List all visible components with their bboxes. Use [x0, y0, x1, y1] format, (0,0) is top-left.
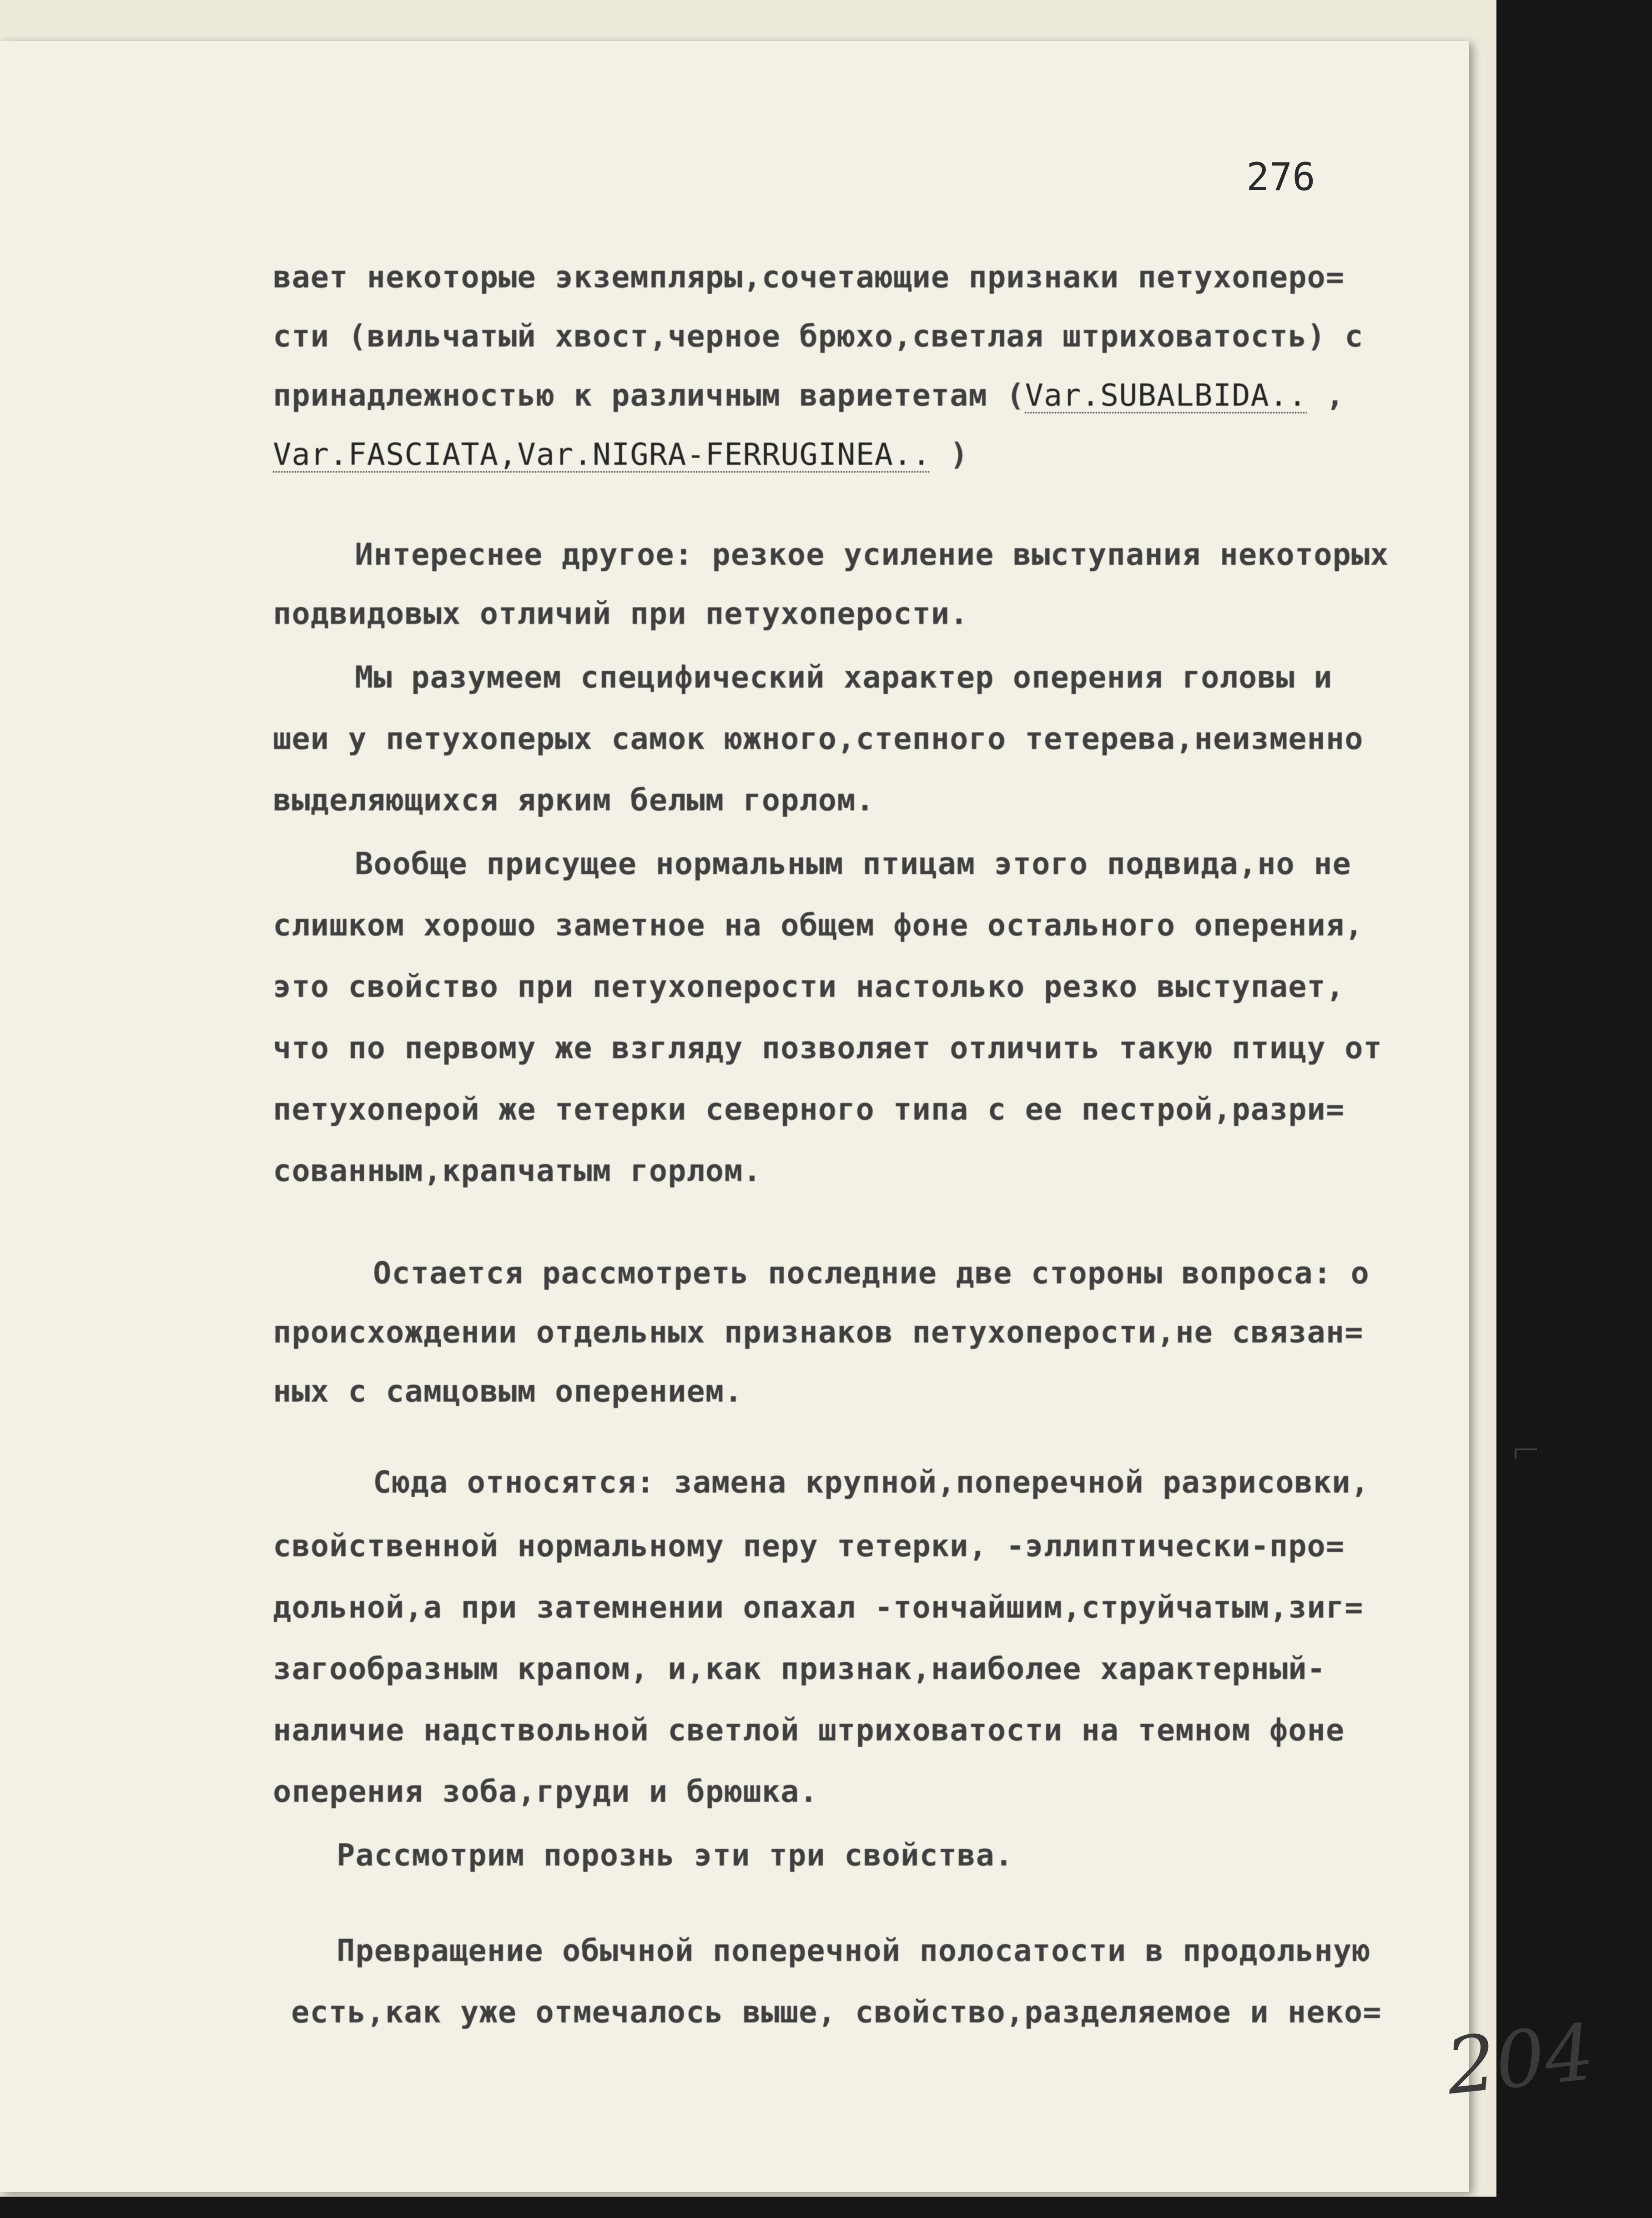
paragraph-start: Вообще присущее нормальным птицам этого подвида,но не: [355, 846, 1351, 881]
text-line: сти (вильчатый хвост,черное брюхо,светлая штриховатость) с: [273, 318, 1364, 354]
text-line: дольной,а при затемнении опахал -тончайшим,струйчатым,зиг=: [273, 1589, 1364, 1625]
text-line: петухоперой же тетерки северного типа с ее пестрой,разри=: [273, 1091, 1345, 1127]
text-line: выделяющихся ярким белым горлом.: [273, 782, 875, 818]
typewritten-page: [0, 41, 1469, 2192]
paragraph-start: Остается рассмотреть последние две стороны вопроса: о: [373, 1255, 1370, 1291]
text-line: наличие надствольной светлой штриховатости на темном фоне: [273, 1712, 1345, 1748]
text-line: ных с самцовым оперением.: [273, 1373, 743, 1409]
latin-term: Var.SUBALBIDA..: [1025, 377, 1307, 413]
page-number: 276: [1246, 155, 1315, 199]
archive-folio-number: 204: [1442, 2007, 1598, 2112]
text-line: слишком хорошо заметное на общем фоне остального оперения,: [273, 907, 1364, 943]
text-line: это свойство при петухоперости настолько резко выступает,: [273, 969, 1345, 1004]
paragraph-start: Сюда относятся: замена крупной,поперечной разрисовки,: [373, 1464, 1370, 1500]
text-line: принадлежностью к различным вариететам (Var.SUBALBIDA.. ,: [273, 377, 1345, 413]
paragraph-start: Мы разумеем специфический характер оперения головы и: [355, 659, 1333, 695]
text-line: есть,как уже отмечалось выше, свойство,разделяемое и неко=: [291, 1994, 1382, 2030]
paragraph-start: Интереснее другое: резкое усиление выступания некоторых: [355, 537, 1389, 572]
text-line: что по первому же взгляду позволяет отличить такую птицу от: [273, 1030, 1382, 1066]
text-line: оперения зоба,груди и брюшка.: [273, 1774, 818, 1809]
text-line: подвидовых отличий при петухоперости.: [273, 596, 969, 631]
text-line: Var.FASCIATA,Var.NIGRA-FERRUGINEA.. ): [273, 437, 969, 472]
paragraph-start: Рассмотрим порознь эти три свойства.: [337, 1837, 1014, 1873]
text-line: шеи у петухоперых самок южного,степного тетерева,неизменно: [273, 721, 1364, 756]
paragraph-start: Превращение обычной поперечной полосатости в продольную: [337, 1933, 1371, 1968]
margin-mark: [1515, 1448, 1537, 1459]
text-line: сованным,крапчатым горлом.: [273, 1153, 762, 1188]
latin-term: Var.FASCIATA,Var.NIGRA-FERRUGINEA..: [273, 437, 931, 472]
text-line: происхождении отдельных признаков петухоперости,не связан=: [273, 1314, 1364, 1350]
text-line: вает некоторые экземпляры,сочетающие признаки петухоперо=: [273, 259, 1345, 295]
text-line: загообразным крапом, и,как признак,наиболее характерный-: [273, 1651, 1326, 1686]
text-line: свойственной нормальному перу тетерки, -эллиптически-про=: [273, 1528, 1345, 1564]
